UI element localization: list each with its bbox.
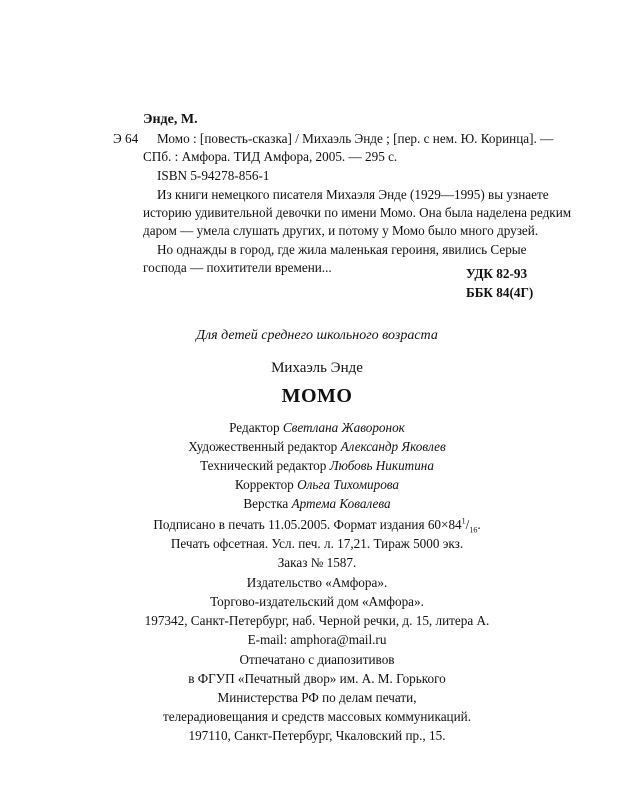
credit-role: Художественный редактор: [188, 439, 338, 454]
credit-person: Ольга Тихомирова: [297, 477, 400, 492]
credit-role: Верстка: [243, 496, 289, 511]
bib-description-line-1: Момо : [повесть-сказка] / Михаэль Энде ; [пер. с нем. Ю. Коринца]. —: [157, 131, 554, 146]
credit-person: Любовь Никитина: [329, 458, 434, 473]
credit-line: [0, 418, 634, 437]
publisher-info: [0, 573, 634, 649]
bib-description-line-2: СПб. : Амфора. ТИД Амфора, 2005. — 295 с.: [143, 149, 398, 164]
annotation-line: Из книги немецкого писателя Михаэля Энде (1929—1995) вы узнаете: [157, 187, 549, 202]
print-format-line: Подписано в печать 11.05.2005. Формат издания $60\times 84^1/_{16}$.: [153, 516, 481, 535]
bib-isbn: ISBN 5-94278-856-1: [157, 168, 270, 183]
publisher-line: Издательство «Амфора».: [246, 575, 388, 590]
audience-note: Для детей среднего школьного возраста: [196, 328, 438, 343]
credit-role: Редактор: [229, 420, 280, 435]
publisher-line: Торгово-издательский дом «Амфора».: [210, 594, 424, 609]
bib-author: Энде, М.: [143, 112, 198, 127]
printer-info: [0, 650, 634, 745]
printer-line: Отпечатано с диапозитивов: [239, 652, 395, 667]
credit-line: [0, 456, 634, 475]
annotation: [143, 186, 572, 277]
credits: [0, 418, 634, 513]
format-fraction-slash: /: [465, 517, 470, 532]
author-name: Михаэль Энде: [271, 360, 363, 376]
printer-line: Министерства РФ по делам печати,: [217, 690, 417, 705]
printer-line: 197110, Санкт-Петербург, Чкаловский пр., 15.: [188, 728, 446, 743]
publisher-line: 197342, Санкт-Петербург, наб. Черной речки, д. 15, литера А.: [144, 613, 490, 628]
credit-role: Корректор: [234, 477, 294, 492]
format-fraction-denominator: 16: [469, 525, 478, 535]
credit-line: [0, 437, 634, 456]
credit-line: [0, 494, 634, 513]
publisher-email: E-mail: amphora@mail.ru: [247, 632, 387, 647]
udk-code: УДК 82-93: [466, 266, 528, 281]
annotation-line: даром — умела слушать других, и потому у Момо было много друзей.: [143, 223, 539, 239]
credit-line: [0, 475, 634, 494]
print-run-line: Печать офсетная. Усл. печ. л. 17,21. Тираж 5000 экз.: [170, 536, 464, 551]
printer-line: в ФГУП «Печатный двор» им. А. М. Горького: [188, 671, 446, 686]
credit-person: Артема Ковалева: [291, 496, 391, 511]
bib-classmark: Э 64: [113, 131, 139, 146]
annotation-line: Но однажды в город, где жила маленькая героиня, явились Серые: [157, 241, 527, 257]
print-info: [0, 515, 634, 572]
print-order-line: Заказ № 1587.: [277, 555, 357, 570]
credit-role: Технический редактор: [200, 458, 327, 473]
credit-person: Александр Яковлев: [340, 439, 446, 454]
printer-line: телерадиовещания и средств массовых коммуникаций.: [162, 709, 472, 724]
annotation-line: историю удивительной девочки по имени Момо. Она была наделена редким: [143, 205, 572, 221]
format-fraction-numerator: 1: [461, 516, 466, 526]
bbk-code: ББК 84(4Г): [466, 285, 534, 300]
annotation-line: господа — похитители времени...: [143, 259, 332, 275]
book-title: МОМО: [281, 385, 353, 407]
credit-person: Светлана Жаворонок: [282, 420, 405, 435]
